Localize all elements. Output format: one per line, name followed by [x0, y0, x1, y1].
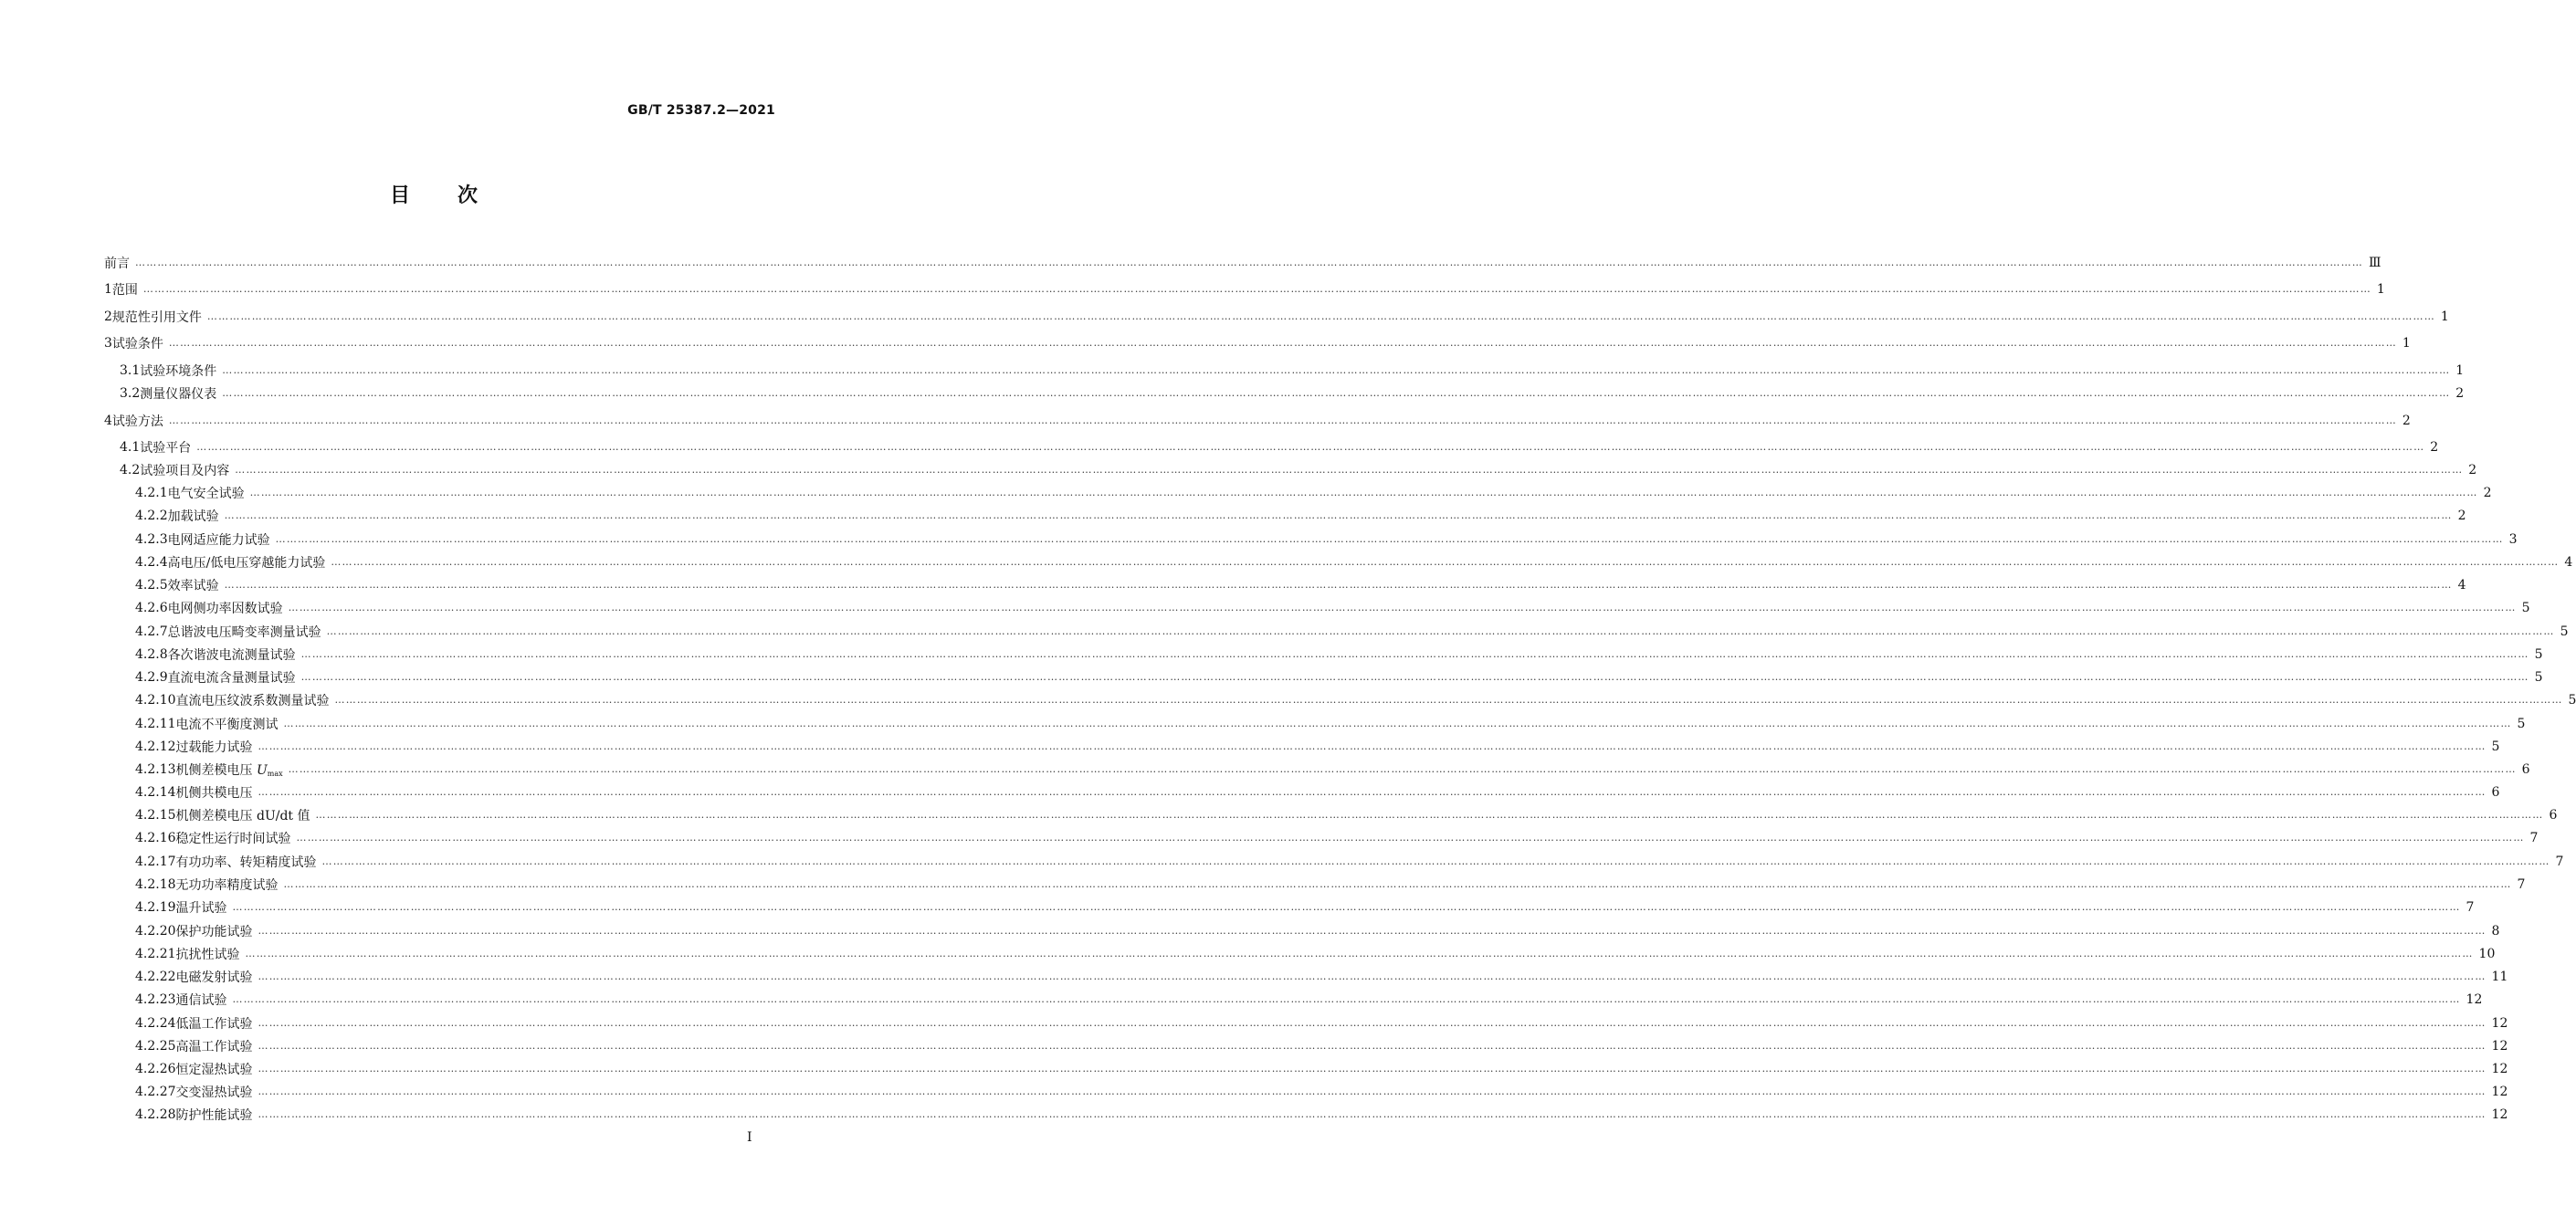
toc-leader-dots: ……………………………………………………………………………………………………………………………………………………………………………………………………………………………………………………………………………………………………………………………………………………………………………………………………………………………………………………………………………………………………………………………………………………	[288, 763, 2517, 775]
toc-entry-label: 机侧共模电压	[175, 786, 253, 801]
toc-entry-label: 无功功率精度试验	[175, 878, 279, 893]
toc-entry[interactable]	[135, 1013, 2508, 1033]
toc-entry-number: 4.2.24	[135, 1016, 176, 1031]
toc-entry[interactable]	[120, 361, 2465, 381]
toc-leader-dots: ……………………………………………………………………………………………………………………………………………………………………………………………………………………………………………………………………………………………………………………………………………………………………………………………………………………………………………………………………………………………………………………………………………………	[300, 648, 2529, 660]
toc-entry-number: 4.2	[120, 463, 141, 477]
page-title	[0, 180, 867, 208]
toc-leader-dots: ……………………………………………………………………………………………………………………………………………………………………………………………………………………………………………………………………………………………………………………………………………………………………………………………………………………………………………………………………………………………………………………………………………………	[224, 579, 2453, 591]
toc-entry-number: 4.2.12	[135, 739, 176, 754]
toc-entry-number: 4.2.21	[135, 947, 176, 961]
toc-entry[interactable]	[135, 1082, 2508, 1102]
toc-entry[interactable]	[135, 875, 2526, 895]
toc-entry-label: 机侧差模电压 $U_{max}$	[175, 763, 283, 778]
toc-leader-dots: ……………………………………………………………………………………………………………………………………………………………………………………………………………………………………………………………………………………………………………………………………………………………………………………………………………………………………………………………………………………………………………………………………………………	[334, 694, 2563, 706]
toc-leader-dots: ……………………………………………………………………………………………………………………………………………………………………………………………………………………………………………………………………………………………………………………………………………………………………………………………………………………………………………………………………………………………………………………………………………………	[283, 878, 2512, 890]
toc-entry-number: 4.2.28	[135, 1107, 176, 1122]
title-char-2: 次	[457, 184, 478, 207]
toc-leader-dots: ……………………………………………………………………………………………………………………………………………………………………………………………………………………………………………………………………………………………………………………………………………………………………………………………………………………………………………………………………………………………………………………………………………………	[321, 855, 2550, 867]
toc-entry-label: 抗扰性试验	[175, 948, 240, 962]
toc-entry-page: 5	[2521, 601, 2530, 615]
toc-entry-label: 恒定湿热试验	[175, 1063, 253, 1077]
toc-entry-page: 5	[2517, 717, 2526, 731]
toc-entry-label: 稳定性运行时间试验	[175, 832, 291, 846]
toc-entry-label: 机侧差模电压 dU/dt 值	[175, 809, 310, 823]
toc-leader-dots: ……………………………………………………………………………………………………………………………………………………………………………………………………………………………………………………………………………………………………………………………………………………………………………………………………………………………………………………………………………………………………………………………………………………	[222, 364, 2451, 376]
toc-entry-number: 4.2.17	[135, 855, 176, 869]
toc-entry-label: 电流不平衡度测试	[175, 718, 279, 732]
toc-leader-dots: ……………………………………………………………………………………………………………………………………………………………………………………………………………………………………………………………………………………………………………………………………………………………………………………………………………………………………………………………………………………………………………………………………………………	[222, 387, 2451, 399]
toc-entry[interactable]	[135, 760, 2530, 780]
toc-entry-label: 前言	[104, 257, 130, 271]
toc-entry-label: 范围	[111, 283, 138, 298]
toc-entry-label: 温升试验	[175, 901, 227, 916]
toc-leader-dots: ……………………………………………………………………………………………………………………………………………………………………………………………………………………………………………………………………………………………………………………………………………………………………………………………………………………………………………………………………………………………………………………………………………………	[283, 718, 2512, 729]
toc-entry[interactable]	[120, 383, 2465, 404]
toc-entry-page: 1	[2455, 363, 2465, 378]
toc-entry-number: 4.2.20	[135, 924, 176, 939]
toc-entry[interactable]	[135, 690, 2576, 710]
toc-entry-page: 7	[2529, 831, 2539, 845]
toc-entry-number: 3.1	[120, 363, 141, 378]
toc-entry-page: 2	[2483, 486, 2492, 500]
toc-entry[interactable]	[104, 307, 2449, 327]
toc-leader-dots: ……………………………………………………………………………………………………………………………………………………………………………………………………………………………………………………………………………………………………………………………………………………………………………………………………………………………………………………………………………………………………………………………………………………	[224, 509, 2453, 521]
toc-entry-label: 加载试验	[167, 509, 219, 524]
toc-entry[interactable]	[135, 921, 2500, 941]
footer-page-number: I	[747, 1130, 752, 1145]
toc-entry[interactable]	[135, 944, 2496, 964]
toc-entry[interactable]	[135, 667, 2543, 687]
toc-entry[interactable]	[135, 897, 2475, 918]
toc-entry-label: 直流电流含量测量试验	[167, 671, 296, 686]
toc-entry-number: 4.2.23	[135, 992, 176, 1007]
toc-entry-label: 高温工作试验	[175, 1040, 253, 1054]
toc-entry-number: 4.2.27	[135, 1085, 176, 1099]
toc-entry-page: 8	[2491, 924, 2500, 939]
toc-entry-number: 4.1	[120, 440, 141, 455]
toc-entry-label: 通信试验	[175, 993, 227, 1008]
toc-entry-page: 1	[2402, 336, 2411, 351]
toc-leader-dots: ……………………………………………………………………………………………………………………………………………………………………………………………………………………………………………………………………………………………………………………………………………………………………………………………………………………………………………………………………………………………………………………………………………………	[258, 970, 2487, 982]
toc-entry[interactable]	[135, 483, 2492, 503]
toc-leader-dots: ……………………………………………………………………………………………………………………………………………………………………………………………………………………………………………………………………………………………………………………………………………………………………………………………………………………………………………………………………………………………………………………………………………………	[258, 1063, 2487, 1075]
toc-entry[interactable]	[135, 1059, 2508, 1079]
toc-entry-page: 3	[2508, 532, 2518, 547]
toc-entry-page: 4	[2457, 578, 2466, 593]
toc-entry-page: 6	[2549, 808, 2558, 823]
toc-entry-number: 4.2.4	[135, 555, 168, 570]
toc-entry-page: 2	[2430, 440, 2439, 455]
toc-entry-number: 4.2.2	[135, 509, 168, 523]
toc-entry-page: 6	[2521, 762, 2530, 777]
toc-entry-page: 12	[2491, 1107, 2508, 1122]
toc-entry-label: 高电压/低电压穿越能力试验	[167, 556, 326, 571]
toc-entry-label: 有功功率、转矩精度试验	[175, 855, 317, 870]
toc-leader-dots: ……………………………………………………………………………………………………………………………………………………………………………………………………………………………………………………………………………………………………………………………………………………………………………………………………………………………………………………………………………………………………………………………………………………	[258, 1085, 2487, 1097]
toc-entry[interactable]	[135, 714, 2526, 734]
toc-entry[interactable]	[135, 598, 2530, 618]
toc-leader-dots: ……………………………………………………………………………………………………………………………………………………………………………………………………………………………………………………………………………………………………………………………………………………………………………………………………………………………………………………………………………………………………………………………………………………	[245, 948, 2474, 960]
toc-entry-label: 各次谐波电流测量试验	[167, 648, 296, 663]
toc-entry-number: 4.2.3	[135, 532, 168, 547]
toc-entry-label: 电气安全试验	[167, 487, 245, 501]
title-char-1: 目	[389, 184, 410, 207]
toc-entry-number: 4.2.7	[135, 624, 168, 639]
toc-leader-dots: ……………………………………………………………………………………………………………………………………………………………………………………………………………………………………………………………………………………………………………………………………………………………………………………………………………………………………………………………………………………………………………………………………………………	[206, 310, 2435, 322]
toc-entry-page: 6	[2491, 785, 2500, 800]
toc-entry[interactable]	[104, 279, 2385, 299]
toc-entry[interactable]	[135, 852, 2564, 872]
toc-entry-label: 试验环境条件	[140, 364, 217, 379]
toc-entry-number: 1	[104, 282, 112, 297]
toc-entry-page: 1	[2440, 309, 2449, 324]
toc-entry[interactable]	[135, 575, 2466, 595]
toc-entry-number: 4.2.18	[135, 877, 176, 892]
toc-entry-number: 4.2.22	[135, 970, 176, 984]
toc-leader-dots: ……………………………………………………………………………………………………………………………………………………………………………………………………………………………………………………………………………………………………………………………………………………………………………………………………………………………………………………………………………………………………………………………………………………	[275, 533, 2504, 545]
toc-entry-page: 5	[2534, 670, 2543, 685]
toc-entry[interactable]	[135, 1036, 2508, 1056]
toc-entry-number: 4.2.11	[135, 717, 176, 731]
toc-entry-label: 试验条件	[111, 337, 163, 351]
toc-entry[interactable]	[120, 460, 2477, 480]
toc-entry[interactable]	[104, 253, 2381, 273]
toc-leader-dots: ……………………………………………………………………………………………………………………………………………………………………………………………………………………………………………………………………………………………………………………………………………………………………………………………………………………………………………………………………………………………………………………………………………………	[232, 901, 2461, 913]
toc-entry[interactable]	[135, 530, 2518, 550]
toc-leader-dots: ……………………………………………………………………………………………………………………………………………………………………………………………………………………………………………………………………………………………………………………………………………………………………………………………………………………………………………………………………………………………………………………………………………………	[196, 441, 2425, 453]
toc-entry-page: 12	[2491, 1085, 2508, 1099]
toc-entry-page: Ⅲ	[2369, 256, 2381, 270]
toc-entry-page: 2	[2468, 463, 2477, 477]
toc-entry-page: 1	[2376, 282, 2385, 297]
toc-entry[interactable]	[135, 552, 2573, 572]
toc-entry[interactable]	[120, 437, 2439, 457]
toc-entry[interactable]	[104, 333, 2411, 353]
toc-entry-label: 过载能力试验	[175, 740, 253, 755]
toc-entry-label: 效率试验	[167, 579, 219, 593]
toc-entry-label: 电网适应能力试验	[167, 533, 270, 548]
toc-entry-number: 4.2.15	[135, 808, 176, 823]
standard-code: GB/T 25387.2—2021	[627, 103, 775, 118]
toc-entry-page: 2	[2457, 509, 2466, 523]
toc-leader-dots: ……………………………………………………………………………………………………………………………………………………………………………………………………………………………………………………………………………………………………………………………………………………………………………………………………………………………………………………………………………………………………………………………………………………	[315, 809, 2544, 821]
toc-entry-label: 保护功能试验	[175, 925, 253, 939]
toc-entry[interactable]	[135, 506, 2466, 526]
toc-entry-number: 4.2.14	[135, 785, 176, 800]
toc-entry-label: 规范性引用文件	[111, 310, 202, 325]
toc-entry-label: 总谐波电压畸变率测量试验	[167, 625, 321, 640]
toc-leader-dots: ……………………………………………………………………………………………………………………………………………………………………………………………………………………………………………………………………………………………………………………………………………………………………………………………………………………………………………………………………………………………………………………………………………………	[258, 786, 2487, 798]
toc-entry-number: 3.2	[120, 386, 141, 401]
toc-leader-dots: ……………………………………………………………………………………………………………………………………………………………………………………………………………………………………………………………………………………………………………………………………………………………………………………………………………………………………………………………………………………………………………………………………………………	[331, 556, 2560, 568]
toc-entry[interactable]	[135, 805, 2558, 825]
toc-entry-label: 试验方法	[111, 414, 163, 429]
toc-entry[interactable]	[135, 782, 2500, 802]
toc-entry-page: 2	[2402, 414, 2411, 428]
toc-entry-page: 5	[2568, 693, 2576, 708]
toc-entry-number: 2	[104, 309, 112, 324]
toc-entry[interactable]	[135, 1105, 2508, 1125]
toc-leader-dots: ……………………………………………………………………………………………………………………………………………………………………………………………………………………………………………………………………………………………………………………………………………………………………………………………………………………………………………………………………………………………………………………………………………………	[235, 464, 2464, 476]
toc-entry-label: 试验项目及内容	[140, 464, 230, 478]
toc-leader-dots: ……………………………………………………………………………………………………………………………………………………………………………………………………………………………………………………………………………………………………………………………………………………………………………………………………………………………………………………………………………………………………………………………………………………	[300, 671, 2529, 683]
toc-entry[interactable]	[135, 990, 2483, 1010]
toc-entry-page: 7	[2555, 855, 2564, 869]
toc-entry-label: 交变湿热试验	[175, 1085, 253, 1100]
toc-leader-dots: ……………………………………………………………………………………………………………………………………………………………………………………………………………………………………………………………………………………………………………………………………………………………………………………………………………………………………………………………………………………………………………………………………………………	[168, 414, 2397, 426]
toc-entry-page: 12	[2466, 992, 2483, 1007]
toc-entry-page: 5	[2560, 624, 2569, 639]
toc-entry-number: 4.2.10	[135, 693, 176, 708]
toc-leader-dots: ……………………………………………………………………………………………………………………………………………………………………………………………………………………………………………………………………………………………………………………………………………………………………………………………………………………………………………………………………………………………………………………………………………………	[258, 1108, 2487, 1120]
toc-leader-dots: ……………………………………………………………………………………………………………………………………………………………………………………………………………………………………………………………………………………………………………………………………………………………………………………………………………………………………………………………………………………………………………………………………………………	[258, 740, 2487, 752]
toc-entry-page: 12	[2491, 1016, 2508, 1031]
toc-leader-dots: ……………………………………………………………………………………………………………………………………………………………………………………………………………………………………………………………………………………………………………………………………………………………………………………………………………………………………………………………………………………………………………………………………………………	[168, 337, 2397, 349]
toc-entry[interactable]	[135, 645, 2543, 665]
toc-entry-page: 7	[2517, 877, 2526, 892]
toc-entry-label: 测量仪器仪表	[140, 387, 217, 402]
toc-entry-number: 4.2.13	[135, 762, 176, 777]
toc-entry-number: 4.2.8	[135, 647, 168, 662]
toc-entry-page: 12	[2491, 1062, 2508, 1076]
toc-entry-label: 试验平台	[140, 441, 192, 456]
toc-entry[interactable]	[135, 737, 2500, 757]
toc-entry-page: 2	[2455, 386, 2465, 401]
toc-entry-number: 4.2.16	[135, 831, 176, 845]
toc-entry[interactable]	[135, 828, 2539, 848]
toc-entry-label: 低温工作试验	[175, 1017, 253, 1032]
toc-leader-dots: ……………………………………………………………………………………………………………………………………………………………………………………………………………………………………………………………………………………………………………………………………………………………………………………………………………………………………………………………………………………………………………………………………………………	[142, 283, 2371, 295]
toc-leader-dots: ……………………………………………………………………………………………………………………………………………………………………………………………………………………………………………………………………………………………………………………………………………………………………………………………………………………………………………………………………………………………………………………………………………………	[258, 1017, 2487, 1029]
toc-entry-page: 7	[2466, 900, 2475, 915]
toc-entry-page: 10	[2478, 947, 2496, 961]
toc-leader-dots: ……………………………………………………………………………………………………………………………………………………………………………………………………………………………………………………………………………………………………………………………………………………………………………………………………………………………………………………………………………………………………………………………………………………	[258, 1040, 2487, 1052]
toc-entry-number: 4.2.26	[135, 1062, 176, 1076]
toc-entry-label: 防护性能试验	[175, 1108, 253, 1123]
toc-entry-label: 直流电压纹波系数测量试验	[175, 694, 330, 708]
toc-entry-page: 5	[2534, 647, 2543, 662]
toc-leader-dots: ……………………………………………………………………………………………………………………………………………………………………………………………………………………………………………………………………………………………………………………………………………………………………………………………………………………………………………………………………………………………………………………………………………………	[288, 602, 2517, 614]
toc-entry[interactable]	[135, 622, 2569, 642]
toc-entry-number: 4.2.25	[135, 1039, 176, 1054]
toc-entry-page: 5	[2491, 739, 2500, 754]
toc-leader-dots: ……………………………………………………………………………………………………………………………………………………………………………………………………………………………………………………………………………………………………………………………………………………………………………………………………………………………………………………………………………………………………………………………………………………	[258, 925, 2487, 937]
toc-entry-number: 4.2.1	[135, 486, 168, 500]
toc-entry[interactable]	[135, 967, 2508, 987]
toc-leader-dots: ……………………………………………………………………………………………………………………………………………………………………………………………………………………………………………………………………………………………………………………………………………………………………………………………………………………………………………………………………………………………………………………………………………………	[135, 257, 2363, 268]
toc-entry-number: 4.2.5	[135, 578, 168, 593]
toc-entry-number: 3	[104, 336, 112, 351]
toc-entry-number: 4.2.9	[135, 670, 168, 685]
toc-leader-dots: ……………………………………………………………………………………………………………………………………………………………………………………………………………………………………………………………………………………………………………………………………………………………………………………………………………………………………………………………………………………………………………………………………………………	[249, 487, 2478, 498]
toc-entry[interactable]	[104, 411, 2411, 431]
toc-entry-page: 4	[2564, 555, 2573, 570]
toc-entry-number: 4.2.6	[135, 601, 168, 615]
toc-entry-page: 11	[2491, 970, 2508, 984]
toc-leader-dots: ……………………………………………………………………………………………………………………………………………………………………………………………………………………………………………………………………………………………………………………………………………………………………………………………………………………………………………………………………………………………………………………………………………………	[232, 993, 2461, 1005]
toc-entry-page: 12	[2491, 1039, 2508, 1054]
toc-leader-dots: ……………………………………………………………………………………………………………………………………………………………………………………………………………………………………………………………………………………………………………………………………………………………………………………………………………………………………………………………………………………………………………………………………………………	[296, 832, 2525, 844]
toc-entry-label: 电网侧功率因数试验	[167, 602, 283, 616]
toc-entry-number: 4	[104, 414, 112, 428]
toc-entry-label: 电磁发射试验	[175, 970, 253, 985]
toc-entry-number: 4.2.19	[135, 900, 176, 915]
toc-leader-dots: ……………………………………………………………………………………………………………………………………………………………………………………………………………………………………………………………………………………………………………………………………………………………………………………………………………………………………………………………………………………………………………………………………………………	[326, 625, 2555, 637]
